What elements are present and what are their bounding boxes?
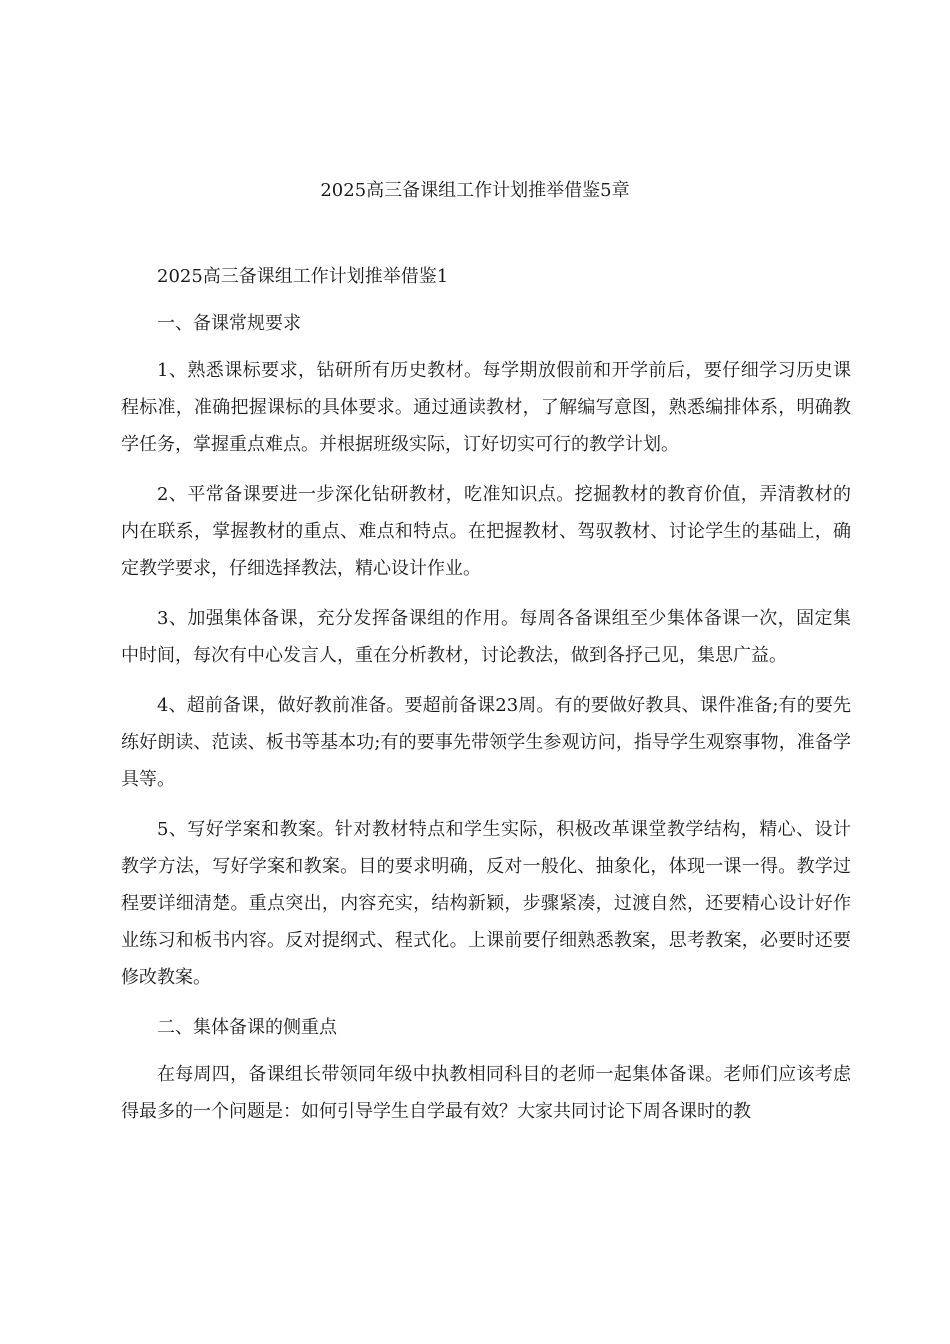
- document-subtitle: 2025高三备课组工作计划推举借鉴1: [157, 266, 449, 287]
- paragraph-1: 1、熟悉课标要求，钻研所有历史教材。每学期放假前和开学前后，要仔细学习历史课程标准，准确把握课标的具体要求。通过通读教材，了解编写意图，熟悉编排体系，明确教学任务，掌握重点难点。并根据班级实际，订好切实可行的教学计划。: [121, 360, 851, 455]
- document-body: [121, 258, 851, 1143]
- section-heading-1: 一、备课常规要求: [157, 313, 301, 334]
- paragraph-3: 3、加强集体备课，充分发挥备课组的作用。每周各备课组至少集体备课一次，固定集中时间，每次有中心发言人，重在分析教材，讨论教法，做到各抒己见，集思广益。: [121, 608, 851, 666]
- paragraph-6: 在每周四，备课组长带领同年级中执教相同科目的老师一起集体备课。老师们应该考虑得最多的一个问题是：如何引导学生自学最有效？大家共同讨论下周各课时的教: [121, 1064, 851, 1122]
- paragraph-4: 4、超前备课，做好教前准备。要超前备课23周。有的要做好教具、课件准备;有的要先练好朗读、范读、板书等基本功;有的要事先带领学生参观访问，指导学生观察事物，准备学具等。: [121, 695, 851, 790]
- section-heading-2: 二、集体备课的侧重点: [157, 1017, 337, 1038]
- document-title: 2025高三备课组工作计划推举借鉴5章: [320, 180, 630, 201]
- paragraph-5: 5、写好学案和教案。针对教材特点和学生实际，积极改革课堂教学结构，精心、设计教学方法，写好学案和教案。目的要求明确，反对一般化、抽象化，体现一课一得。教学过程要详细清楚。重点突出，内容充实，结构新颖，步骤紧凑，过渡自然，还要精心设计好作业练习和板书内容。反对提纲式、程式化。上课前要仔细熟悉教案，思考教案，必要时还要修改教案。: [121, 819, 851, 988]
- paragraph-2: 2、平常备课要进一步深化钻研教材，吃准知识点。挖掘教材的教育价值，弄清教材的内在联系，掌握教材的重点、难点和特点。在把握教材、驾驭教材、讨论学生的基础上，确定教学要求，仔细选择教法，精心设计作业。: [121, 484, 851, 579]
